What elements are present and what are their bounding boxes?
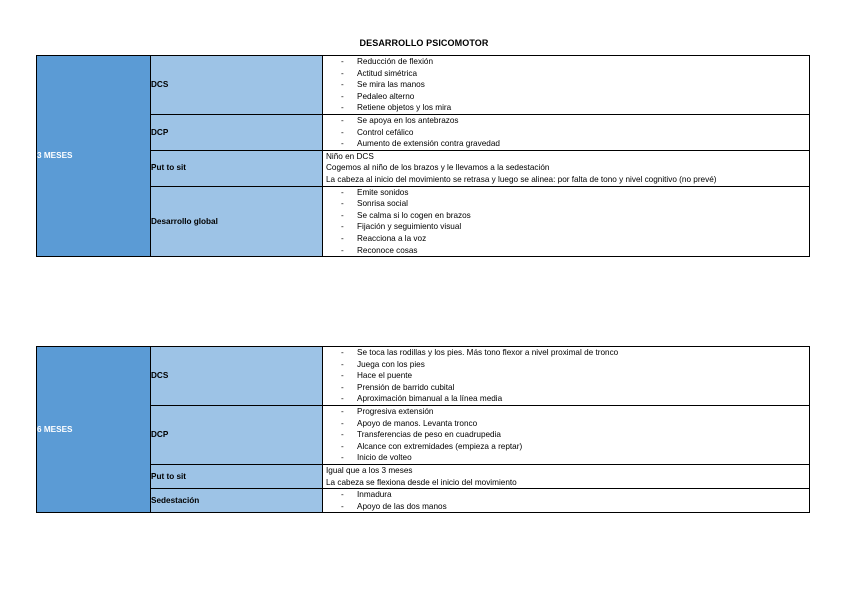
category-content	[323, 347, 810, 406]
list-item: - Apoyo de manos. Levanta tronco	[323, 418, 809, 430]
category-content	[323, 464, 810, 488]
category-label: DCS	[151, 347, 323, 406]
category-label: Put to sit	[151, 464, 323, 488]
table-row	[37, 114, 810, 150]
development-table-6-months	[36, 346, 810, 513]
list-item: - Reacciona a la voz	[323, 233, 809, 245]
category-content	[323, 56, 810, 115]
table-row	[37, 56, 810, 115]
table-row	[37, 347, 810, 406]
list-item: - Fijación y seguimiento visual	[323, 221, 809, 233]
list-item: - Actitud simétrica	[323, 68, 809, 80]
list-item: - Se toca las rodillas y los pies. Más tono flexor a nivel proximal de tronco	[323, 347, 809, 359]
category-content	[323, 186, 810, 257]
category-label: Desarrollo global	[151, 186, 323, 257]
list-item: - Reducción de flexión	[323, 56, 809, 68]
text-line: Cogemos al niño de los brazos y le llevamos a la sedestación	[326, 163, 550, 173]
bullet-list	[323, 187, 809, 257]
category-content	[323, 114, 810, 150]
table-row	[37, 464, 810, 488]
list-item: - Inicio de volteo	[323, 452, 809, 464]
category-label: Put to sit	[151, 150, 323, 186]
list-item: - Transferencias de peso en cuadrupedia	[323, 429, 809, 441]
text-line: Niño en DCS	[326, 151, 374, 161]
category-content	[323, 489, 810, 513]
category-label: DCP	[151, 114, 323, 150]
list-item: - Alcance con extremidades (empieza a reptar)	[323, 441, 809, 453]
text-line: Igual que a los 3 meses	[326, 465, 413, 475]
list-item: - Emite sonidos	[323, 187, 809, 199]
list-item: - Retiene objetos y los mira	[323, 102, 809, 114]
list-item: - Se mira las manos	[323, 79, 809, 91]
category-label: DCP	[151, 405, 323, 464]
list-item: - Pedaleo alterno	[323, 91, 809, 103]
bullet-list	[323, 56, 809, 114]
bullet-list	[323, 347, 809, 405]
category-content	[323, 405, 810, 464]
table-row	[37, 489, 810, 513]
category-label: DCS	[151, 56, 323, 115]
list-item: - Aumento de extensión contra gravedad	[323, 138, 809, 150]
list-item: - Inmadura	[323, 489, 809, 501]
development-table-3-months	[36, 55, 810, 257]
text-line: La cabeza al inicio del movimiento se retrasa y luego se alinea: por falta de tono y nivel cognitivo (no prevé)	[326, 174, 717, 184]
list-item: - Juega con los pies	[323, 359, 809, 371]
text-block	[323, 465, 809, 488]
list-item: - Se apoya en los antebrazos	[323, 115, 809, 127]
bullet-list	[323, 115, 809, 150]
age-label: 6 MESES	[37, 347, 151, 513]
list-item: - Hace el puente	[323, 370, 809, 382]
list-item: - Apoyo de las dos manos	[323, 501, 809, 513]
list-item: - Aproximación bimanual a la línea media	[323, 393, 809, 405]
list-item: - Progresiva extensión	[323, 406, 809, 418]
text-block	[323, 151, 809, 186]
document-title: DESARROLLO PSICOMOTOR	[359, 38, 489, 48]
table-row	[37, 186, 810, 257]
list-item: - Control cefálico	[323, 127, 809, 139]
age-label: 3 MESES	[37, 56, 151, 257]
category-label: Sedestación	[151, 489, 323, 513]
list-item: - Se calma si lo cogen en brazos	[323, 210, 809, 222]
text-line: La cabeza se flexiona desde el inicio del movimiento	[326, 477, 517, 487]
category-content	[323, 150, 810, 186]
list-item: - Reconoce cosas	[323, 245, 809, 257]
bullet-list	[323, 489, 809, 512]
list-item: - Prensión de barrido cubital	[323, 382, 809, 394]
table-row	[37, 150, 810, 186]
list-item: - Sonrisa social	[323, 198, 809, 210]
bullet-list	[323, 406, 809, 464]
table-row	[37, 405, 810, 464]
